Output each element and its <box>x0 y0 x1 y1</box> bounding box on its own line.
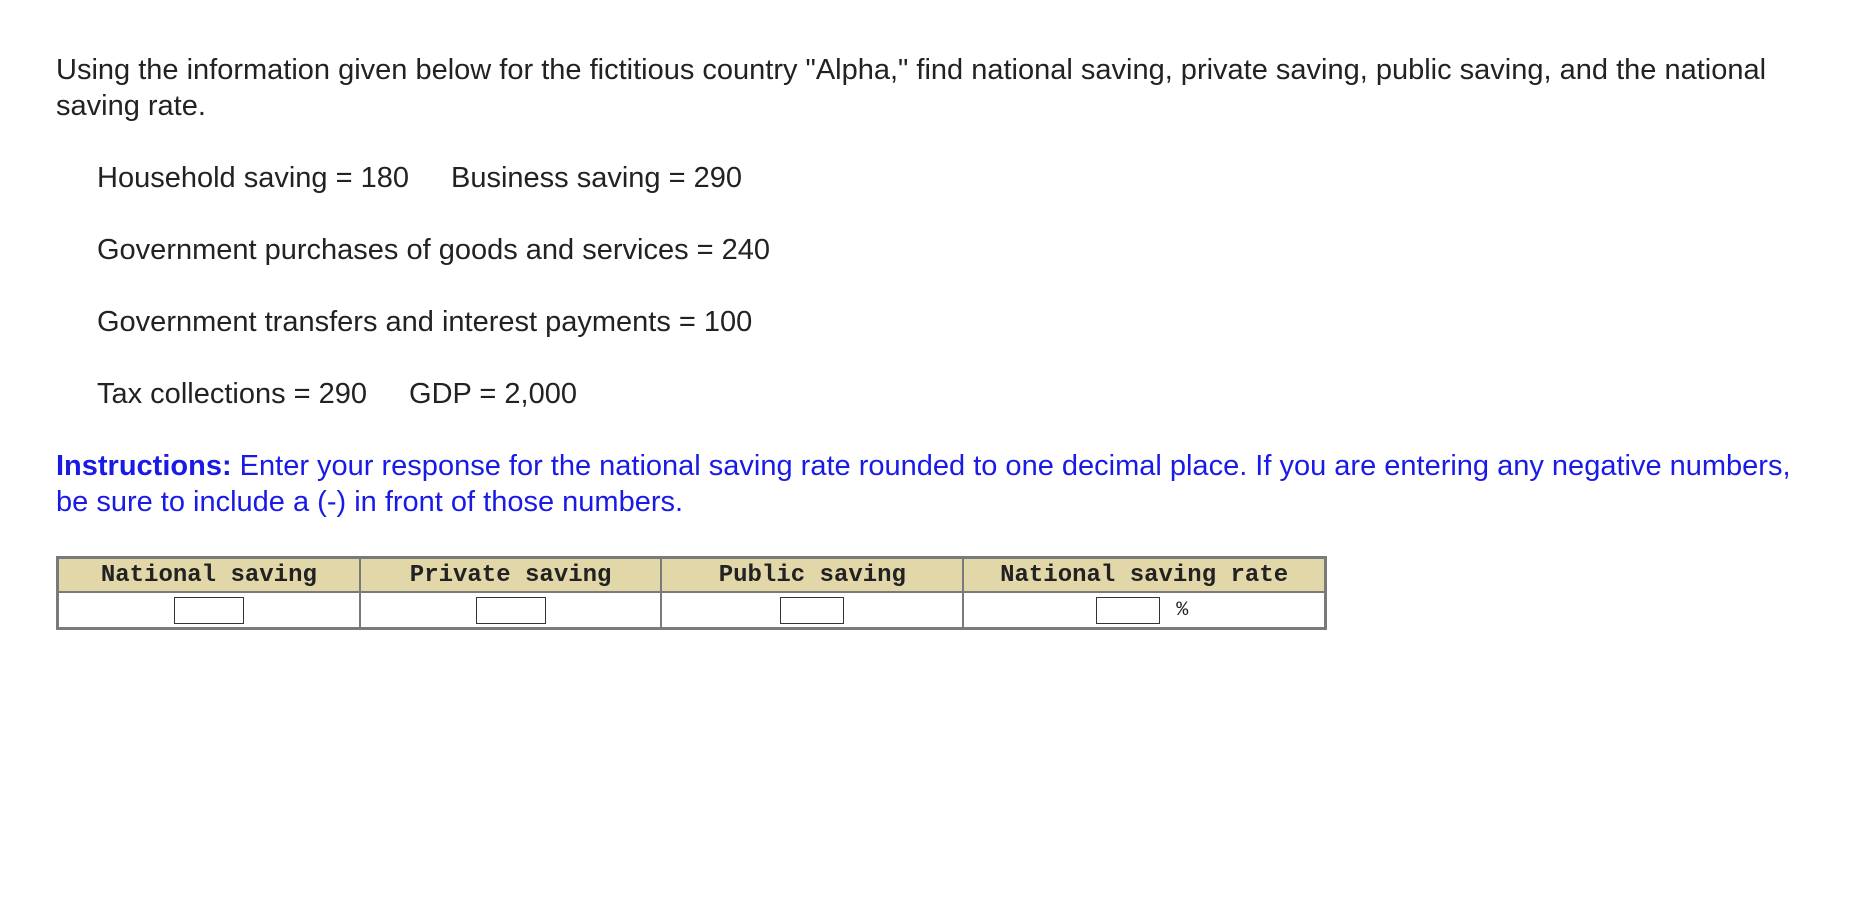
given-line-tax-gdp <box>97 376 1826 412</box>
given-values <box>56 160 1826 412</box>
national-saving-rate-input[interactable] <box>1096 597 1160 624</box>
header-national-saving-rate: National saving rate <box>963 558 1325 592</box>
household-saving-text: Household saving = 180 <box>97 162 409 194</box>
public-saving-input[interactable] <box>780 597 844 624</box>
percent-unit: % <box>1176 598 1189 622</box>
private-saving-input[interactable] <box>476 597 546 624</box>
given-line-savings <box>97 160 1826 196</box>
business-saving-text: Business saving = 290 <box>450 162 742 194</box>
national-saving-input[interactable] <box>174 597 244 624</box>
tax-collections-text: Tax collections = 290 <box>97 378 368 410</box>
header-private-saving: Private saving <box>360 558 662 592</box>
answer-table-header-row <box>58 558 1325 592</box>
cell-national-saving-rate <box>963 592 1325 628</box>
gdp-text: GDP = 2,000 <box>409 378 577 410</box>
instructions <box>56 448 1826 520</box>
given-line-government-purchases <box>97 232 1826 268</box>
government-purchases-text: Government purchases of goods and services = 240 <box>97 234 771 266</box>
given-line-government-transfers <box>97 304 1826 340</box>
header-national-saving: National saving <box>58 558 360 592</box>
government-transfers-text: Government transfers and interest payments = 100 <box>97 306 753 338</box>
rate-input-wrap <box>1096 597 1188 624</box>
cell-national-saving <box>58 592 360 628</box>
question-content <box>56 52 1826 630</box>
cell-public-saving <box>661 592 963 628</box>
answer-table-input-row <box>58 592 1325 628</box>
answer-table <box>56 556 1327 630</box>
cell-private-saving <box>360 592 662 628</box>
instructions-text: Enter your response for the national saving rate rounded to one decimal place. If you are entering any negative numbers, be sure to include a (-) in front of those numbers. <box>56 450 1791 518</box>
instructions-lead: Instructions: <box>56 450 232 482</box>
question-text: Using the information given below for the fictitious country "Alpha," find national saving, private saving, public saving, and the national saving rate. <box>56 54 1767 122</box>
header-public-saving: Public saving <box>661 558 963 592</box>
